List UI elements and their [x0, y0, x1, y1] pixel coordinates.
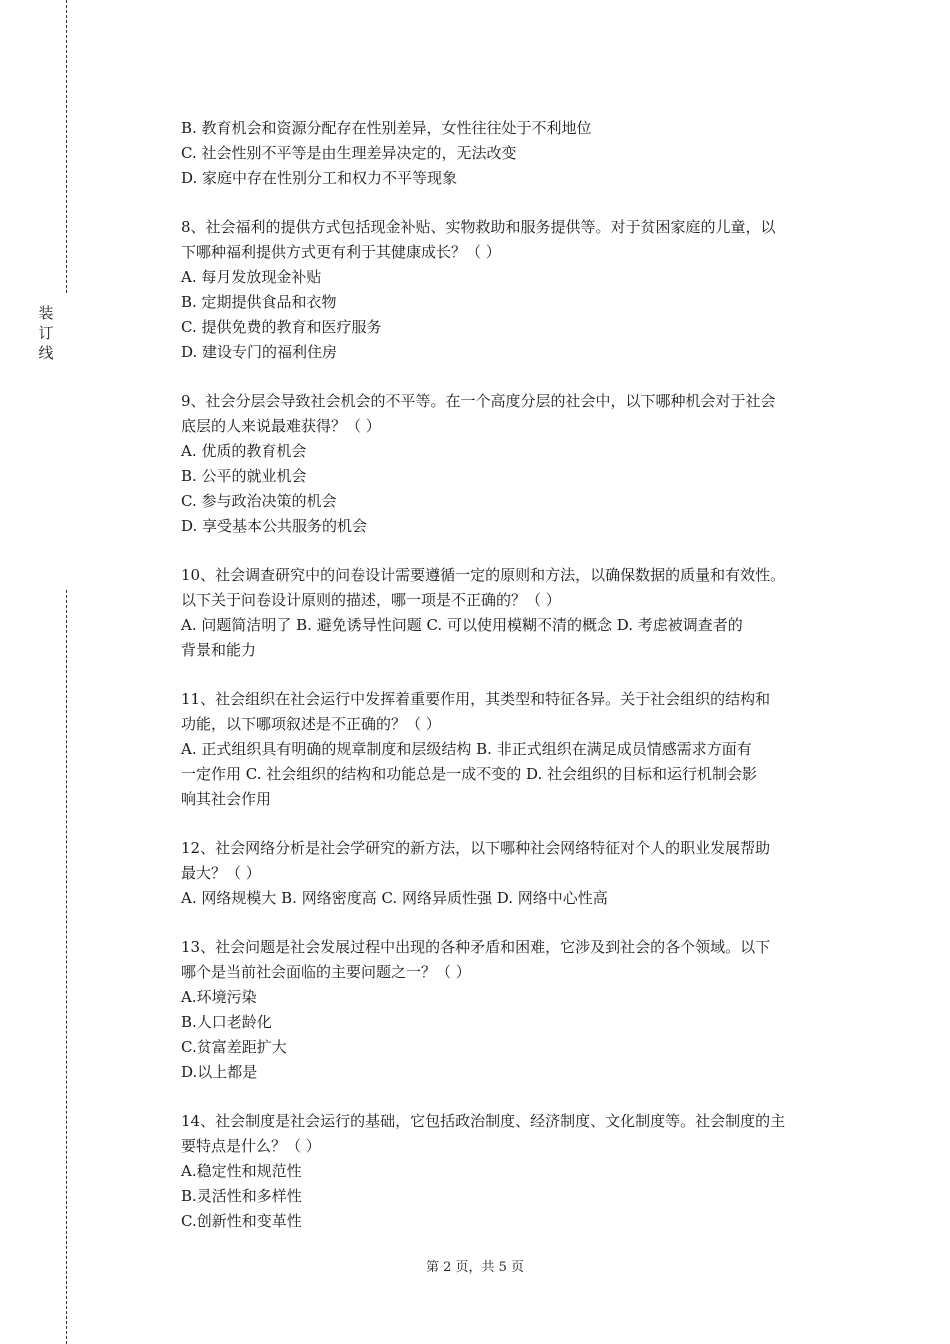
page-number: 第 2 页，共 5 页	[425, 1260, 525, 1275]
option-b: B. 定期提供食品和衣物	[181, 293, 337, 311]
options-line: A. 正式组织具有明确的规章制度和层级结构 B. 非正式组织在满足成员情感需求方面有	[181, 740, 752, 758]
question-stem: 哪个是当前社会面临的主要问题之一？（ ）	[181, 963, 471, 981]
question-stem: 要特点是什么？（ ）	[181, 1137, 321, 1155]
option-c: C. 提供免费的教育和医疗服务	[181, 318, 382, 336]
question-9	[181, 389, 845, 539]
options-line: A. 问题简洁明了 B. 避免诱导性问题 C. 可以使用模糊不清的概念 D. 考虑被调查者的	[181, 616, 743, 634]
question-stem: 功能，以下哪项叙述是不正确的？（ ）	[181, 715, 441, 733]
options-line: 一定作用 C. 社会组织的结构和功能总是一成不变的 D. 社会组织的目标和运行机制会影	[181, 765, 758, 783]
binding-label	[36, 303, 56, 363]
question-stem: 13、社会问题是社会发展过程中出现的各种矛盾和困难，它涉及到社会的各个领域。以下	[181, 938, 771, 956]
question-stem: 14、社会制度是社会运行的基础，它包括政治制度、经济制度、文化制度等。社会制度的主	[181, 1112, 786, 1130]
option-b: B.灵活性和多样性	[181, 1187, 302, 1205]
option-a: A. 每月发放现金补贴	[181, 268, 322, 286]
question-stem: 9、社会分层会导致社会机会的不平等。在一个高度分层的社会中，以下哪种机会对于社会	[181, 392, 776, 410]
question-stem: 最大？（ ）	[181, 864, 261, 882]
option-c: C. 社会性别不平等是由生理差异决定的，无法改变	[181, 144, 517, 162]
option-a: A.环境污染	[181, 988, 257, 1006]
question-stem: 11、社会组织在社会运行中发挥着重要作用，其类型和特征各异。关于社会组织的结构和	[181, 690, 771, 708]
binding-char: 订	[38, 324, 54, 342]
question-11	[181, 687, 845, 812]
question-14	[181, 1109, 845, 1234]
question-stem: 底层的人来说最难获得？（ ）	[181, 417, 381, 435]
binding-line-bottom	[66, 590, 67, 1344]
question-stem: 8、社会福利的提供方式包括现金补贴、实物救助和服务提供等。对于贫困家庭的儿童，以	[181, 218, 776, 236]
question-stem: 下哪种福利提供方式更有利于其健康成长？（ ）	[181, 243, 501, 261]
option-c: C. 参与政治决策的机会	[181, 492, 337, 510]
question-12	[181, 836, 845, 911]
option-b: B. 教育机会和资源分配存在性别差异，女性往往处于不利地位	[181, 119, 592, 137]
options-line: 背景和能力	[181, 641, 257, 659]
question-stem: 10、社会调查研究中的问卷设计需要遵循一定的原则和方法，以确保数据的质量和有效性。	[181, 566, 786, 584]
option-a: A. 优质的教育机会	[181, 442, 307, 460]
option-c: C.创新性和变革性	[181, 1212, 302, 1230]
question-8	[181, 215, 845, 365]
question-stem: 以下关于问卷设计原则的描述，哪一项是不正确的？（ ）	[181, 591, 561, 609]
option-c: C.贫富差距扩大	[181, 1038, 287, 1056]
exam-content	[181, 116, 845, 1234]
prev-question-options	[181, 116, 845, 191]
options-line: A. 网络规模大 B. 网络密度高 C. 网络异质性强 D. 网络中心性高	[181, 889, 608, 907]
page-footer	[0, 1256, 950, 1275]
question-stem: 12、社会网络分析是社会学研究的新方法，以下哪种社会网络特征对个人的职业发展帮助	[181, 839, 771, 857]
options-line: 响其社会作用	[181, 790, 272, 808]
question-10	[181, 563, 845, 663]
binding-line-top	[66, 0, 67, 293]
binding-char: 线	[38, 344, 54, 362]
option-b: B.人口老龄化	[181, 1013, 272, 1031]
question-13	[181, 935, 845, 1085]
option-a: A.稳定性和规范性	[181, 1162, 302, 1180]
option-d: D. 享受基本公共服务的机会	[181, 517, 368, 535]
binding-char: 装	[38, 304, 54, 322]
option-b: B. 公平的就业机会	[181, 467, 307, 485]
option-d: D.以上都是	[181, 1063, 258, 1081]
option-d: D. 家庭中存在性别分工和权力不平等现象	[181, 169, 458, 187]
option-d: D. 建设专门的福利住房	[181, 343, 338, 361]
